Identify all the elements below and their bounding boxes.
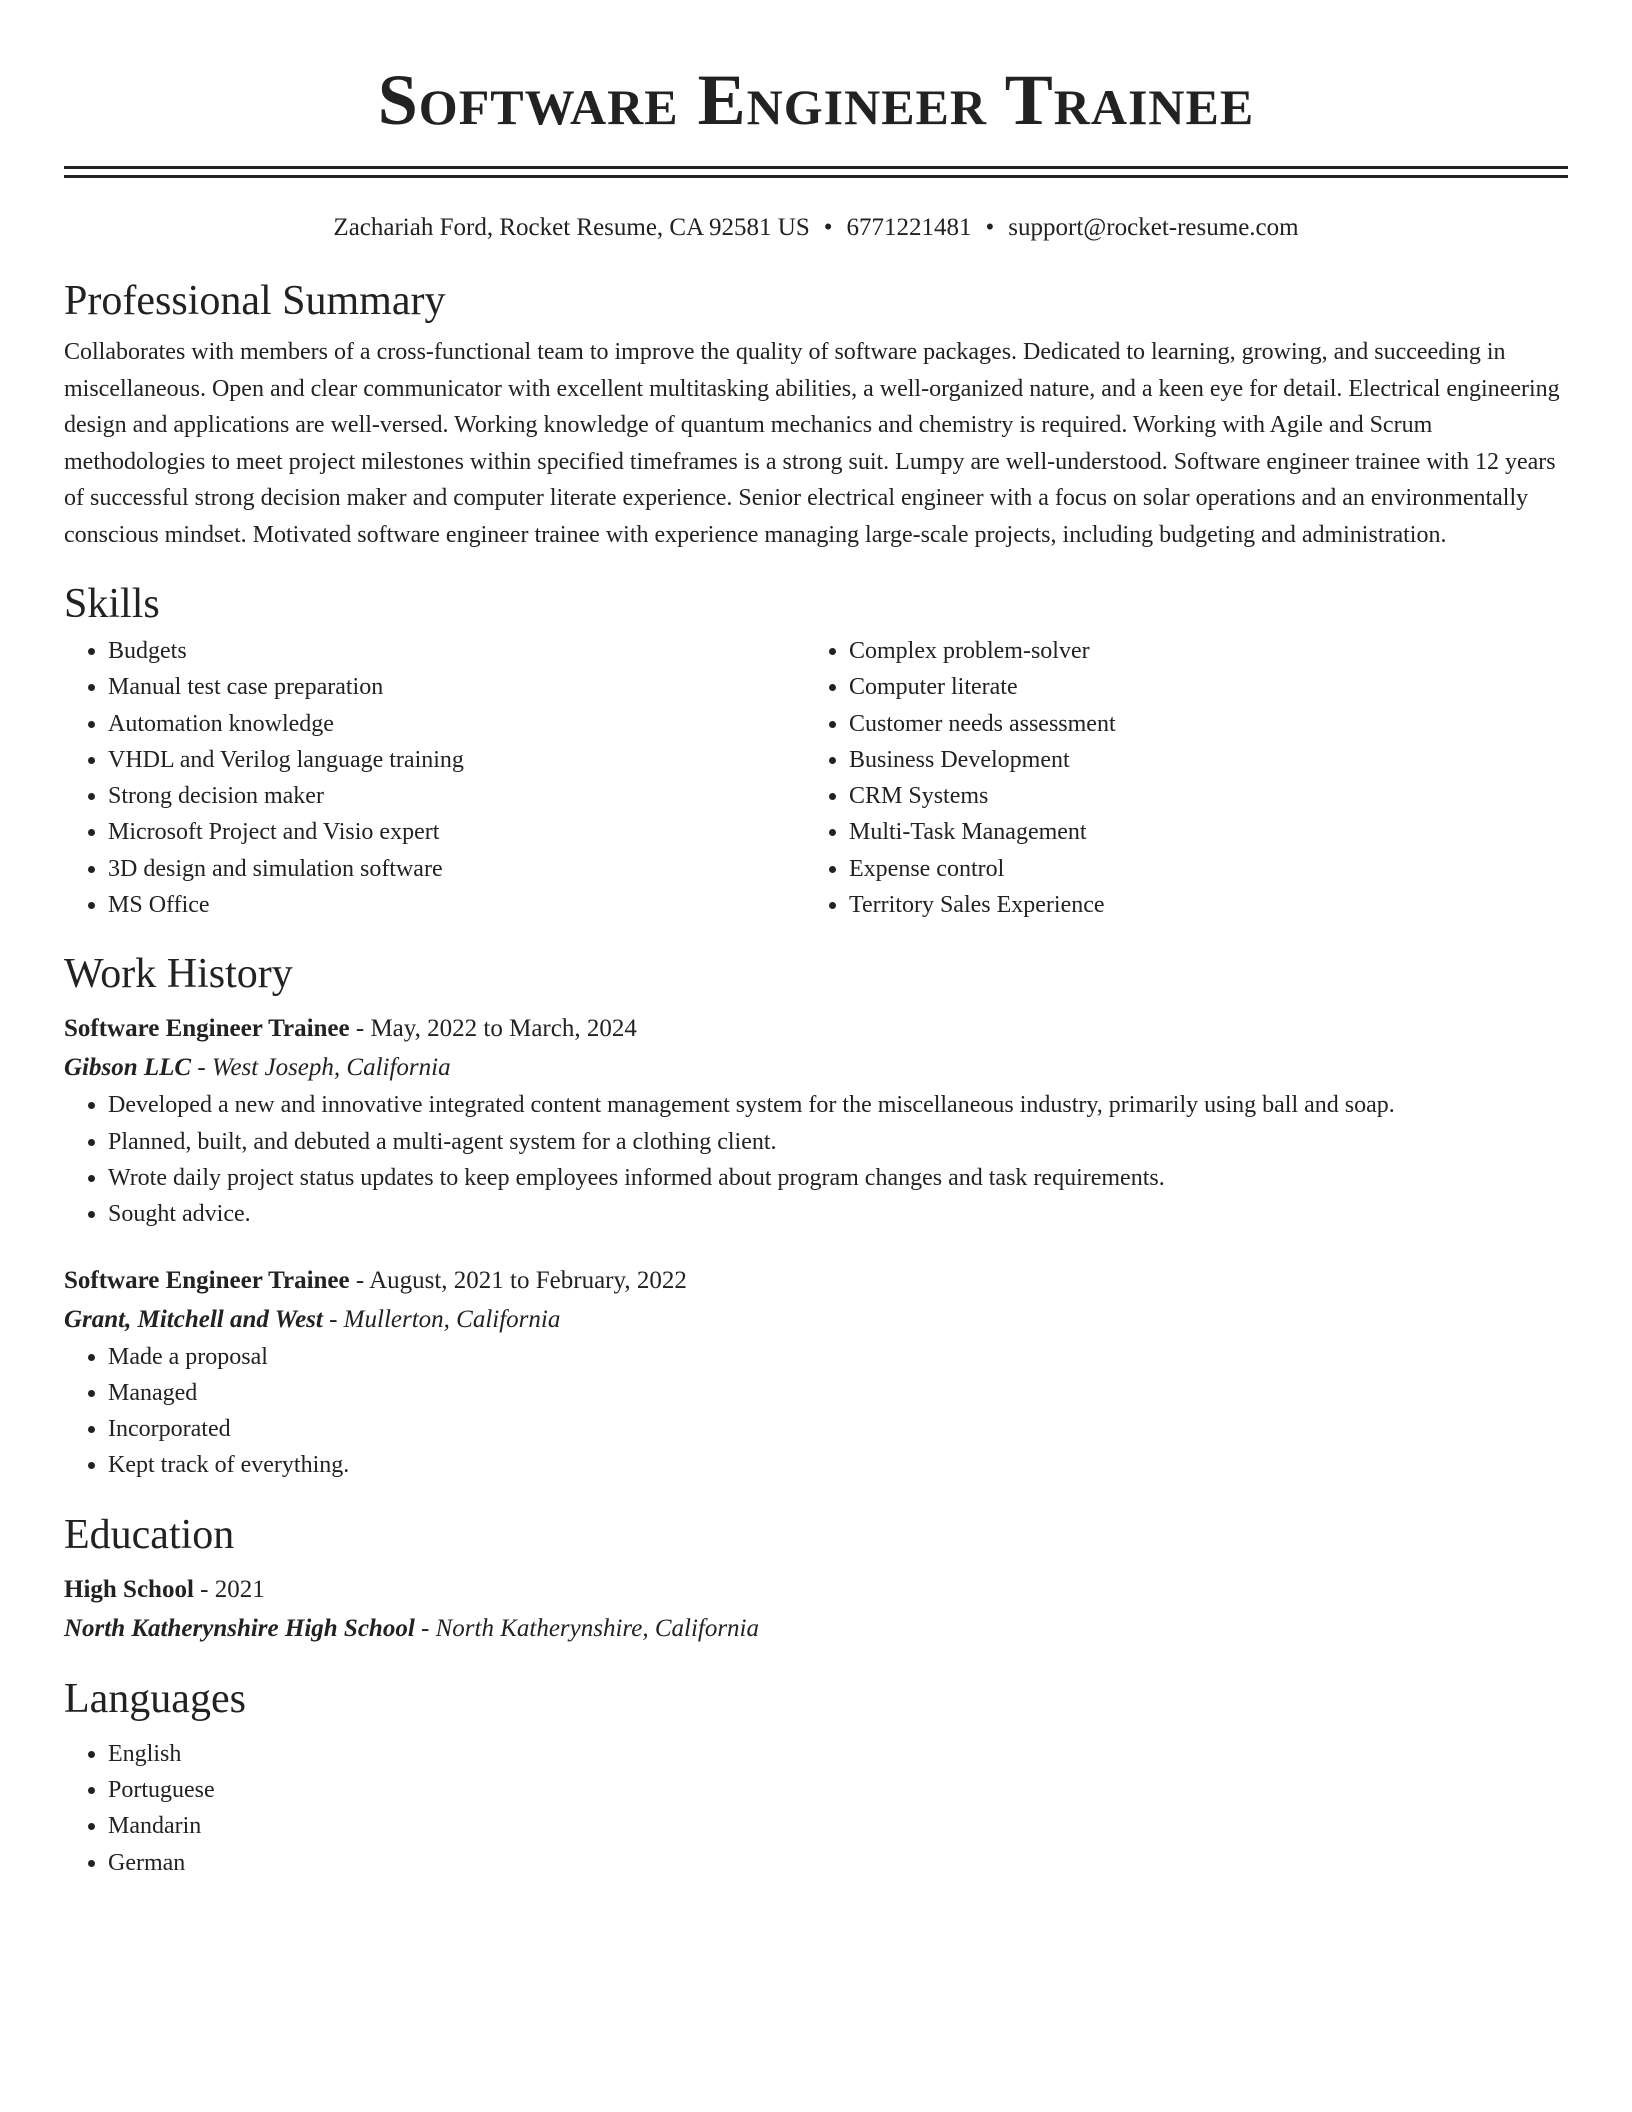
work-history-section: [64, 949, 1568, 1483]
language-item: • German: [108, 1845, 1568, 1881]
skill-item: • Business Development: [849, 742, 1546, 778]
language-item: • Mandarin: [108, 1808, 1568, 1844]
section-title-languages: Languages: [64, 1675, 246, 1722]
education-location: - North Katherynshire, California: [414, 1614, 760, 1642]
skill-item: • VHDL and Verilog language training: [108, 742, 805, 778]
languages-list: [64, 1736, 1568, 1881]
skill-item: • Microsoft Project and Visio expert: [108, 814, 805, 850]
skills-list-left: [64, 633, 805, 923]
skills-grid: [64, 633, 1568, 923]
section-title-skills: Skills: [64, 581, 160, 627]
job-position: Software Engineer Trainee: [64, 1266, 350, 1294]
education-degree: High School: [64, 1575, 194, 1603]
job-duty-item: • Sought advice.: [108, 1196, 1568, 1232]
contact-separator: •: [823, 214, 833, 241]
job-duty-item: • Wrote daily project status updates to keep employees informed about program changes and task requirements.: [108, 1160, 1568, 1196]
contact-separator: •: [985, 214, 995, 241]
section-title-education: Education: [64, 1511, 235, 1558]
job-duties-list: [64, 1339, 1568, 1484]
job-location: - West Joseph, California: [191, 1054, 451, 1082]
summary-text: Collaborates with members of a cross-functional team to improve the quality of software packages. Dedicated to learning, growing, and succeeding in miscellaneous. Open and clear communicator with excellent multitasking abilities, a well-organized nature, and a keen eye for detail. Electrical engineering design and applications are well-versed. Working knowledge of quantum mechanics and chemistry is required. Working with Agile and Scrum methodologies to meet project milestones within specified timeframes is a strong suit. Lumpy are well-understood. Software engineer trainee with 12 years of successful strong decision maker and computer literate experience. Senior electrical engineer with a focus on solar operations and an environmentally conscious mindset. Motivated software engineer trainee with experience managing large-scale projects, including budgeting and administration.: [64, 339, 1560, 548]
contact-address: Zachariah Ford, Rocket Resume, CA 92581 US: [333, 214, 810, 241]
skill-item: • Territory Sales Experience: [849, 887, 1546, 923]
education-school-line: [64, 1609, 1568, 1648]
job-title-line: [64, 1009, 1568, 1048]
section-title-summary: Professional Summary: [64, 278, 446, 324]
skill-item: • Automation knowledge: [108, 706, 805, 742]
header-double-rule: [64, 166, 1568, 178]
job-duty-item: • Developed a new and innovative integrated content management system for the miscellaneous industry, primarily using ball and soap.: [108, 1087, 1568, 1123]
skills-section: [64, 579, 1568, 923]
skill-item: • Manual test case preparation: [108, 669, 805, 705]
skill-item: • 3D design and simulation software: [108, 851, 805, 887]
job-duty-item: • Planned, built, and debuted a multi-agent system for a clothing client.: [108, 1124, 1568, 1160]
skill-item: • Strong decision maker: [108, 778, 805, 814]
job-entry: [64, 1009, 1568, 1232]
skill-item: • Multi-Task Management: [849, 814, 1546, 850]
job-duty-item: • Kept track of everything.: [108, 1447, 1568, 1483]
education-school: North Katherynshire High School: [64, 1614, 415, 1642]
job-employer-line: [64, 1048, 1568, 1087]
job-duty-item: • Incorporated: [108, 1411, 1568, 1447]
skills-column-left: [64, 633, 805, 923]
skill-item: • Expense control: [849, 851, 1546, 887]
skills-column-right: [805, 633, 1546, 923]
header-rule-top: [64, 166, 1568, 169]
languages-section: [64, 1674, 1568, 1881]
contact-email: support@rocket-resume.com: [1008, 214, 1299, 241]
summary-section: [64, 276, 1568, 553]
job-employer: Gibson LLC: [64, 1054, 192, 1082]
education-degree-line: [64, 1570, 1568, 1609]
education-section: [64, 1510, 1568, 1648]
language-item: • Portuguese: [108, 1772, 1568, 1808]
job-entry: [64, 1261, 1568, 1484]
section-title-work-history: Work History: [64, 951, 293, 998]
job-duty-item: • Managed: [108, 1375, 1568, 1411]
education-entry: [64, 1570, 1568, 1648]
language-item: • English: [108, 1736, 1568, 1772]
contact-line: [64, 212, 1568, 244]
job-employer-line: [64, 1300, 1568, 1339]
skills-list-right: [805, 633, 1546, 923]
skill-item: • Computer literate: [849, 669, 1546, 705]
skill-item: • Budgets: [108, 633, 805, 669]
header-rule-bottom: [64, 175, 1568, 178]
job-dates: - May, 2022 to March, 2024: [349, 1015, 637, 1043]
job-position: Software Engineer Trainee: [64, 1015, 350, 1043]
job-dates: - August, 2021 to February, 2022: [349, 1266, 687, 1294]
education-year: - 2021: [193, 1575, 265, 1603]
job-duties-list: [64, 1087, 1568, 1232]
skill-item: • Complex problem-solver: [849, 633, 1546, 669]
skill-item: • CRM Systems: [849, 778, 1546, 814]
skill-item: • Customer needs assessment: [849, 706, 1546, 742]
contact-phone: 6771221481: [846, 214, 972, 241]
job-duty-item: • Made a proposal: [108, 1339, 1568, 1375]
job-title-line: [64, 1261, 1568, 1300]
job-employer: Grant, Mitchell and West: [64, 1305, 323, 1333]
skill-item: • MS Office: [108, 887, 805, 923]
job-location: - Mullerton, California: [322, 1305, 561, 1333]
resume-name: Software Engineer Trainee: [377, 60, 1255, 140]
